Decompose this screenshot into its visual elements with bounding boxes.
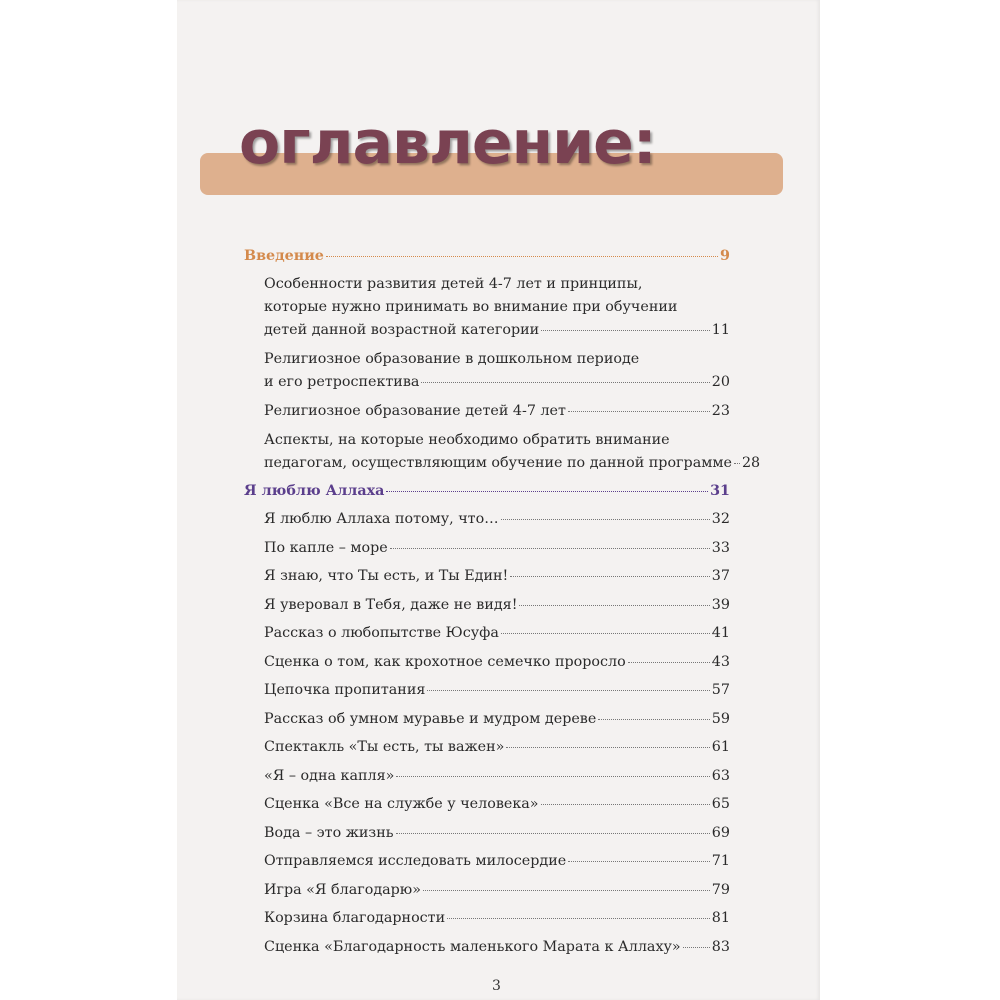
toc-entry[interactable] — [244, 622, 730, 645]
toc-page-number: 65 — [711, 796, 730, 812]
dot-leader — [501, 519, 710, 520]
toc-entry-label: Сценка о том, как крохотное семечко проросло — [264, 653, 626, 670]
toc-page-number: 71 — [711, 853, 730, 869]
toc-entry[interactable] — [244, 679, 730, 702]
dot-leader — [326, 256, 718, 257]
book-page — [177, 0, 820, 1000]
toc-page-number: 59 — [711, 710, 730, 727]
dot-leader — [734, 463, 740, 464]
toc-entry[interactable] — [244, 273, 730, 342]
toc-page-number: 39 — [711, 596, 730, 613]
toc-section-introduction[interactable] — [244, 248, 730, 264]
dot-leader — [423, 890, 710, 891]
toc-entry-label: Отправляемся исследовать милосердие — [264, 853, 567, 869]
toc-entry[interactable] — [244, 936, 730, 959]
toc-page-number: 33 — [711, 539, 730, 556]
toc-page-number: 79 — [711, 881, 730, 898]
dot-leader — [501, 633, 710, 634]
toc-page-number: 63 — [711, 767, 730, 784]
toc-entry-label: «Я – одна капля» — [264, 767, 395, 784]
toc-entry[interactable] — [244, 708, 730, 731]
toc-page-number: 23 — [711, 403, 730, 419]
toc-entry[interactable] — [244, 565, 730, 588]
toc-entry-label: Я люблю Аллаха потому, что… — [264, 511, 499, 527]
toc-entry-line: которые нужно принимать во внимание при обучении — [264, 299, 678, 315]
toc-page-number: 9 — [720, 248, 730, 264]
dot-leader — [568, 861, 710, 862]
toc-page-number: 81 — [711, 910, 730, 926]
dot-leader — [510, 576, 710, 577]
toc-entry-label: детей данной возрастной категории — [264, 322, 540, 338]
toc-entry-label: Рассказ об умном муравье и мудром дереве — [264, 710, 597, 727]
dot-leader — [506, 747, 709, 748]
toc-page-number: 43 — [711, 653, 730, 670]
dot-leader — [421, 382, 709, 383]
toc-entry[interactable] — [244, 429, 761, 475]
toc-section-label: Введение — [244, 248, 324, 264]
toc-page-number: 83 — [711, 938, 730, 955]
toc-page-number: 20 — [711, 374, 730, 390]
toc-entry[interactable] — [244, 907, 730, 930]
toc-entry-label: Я знаю, что Ты есть, и Ты Един! — [264, 568, 509, 584]
toc-entry-label: Сценка «Благодарность маленького Марата к Аллаху» — [264, 938, 681, 955]
page-title: оглавление: — [239, 108, 656, 178]
toc-page-number: 61 — [711, 739, 730, 755]
toc-entry[interactable] — [244, 793, 730, 816]
dot-leader — [683, 947, 710, 948]
toc-entry[interactable] — [244, 850, 730, 873]
dot-leader — [390, 548, 710, 549]
toc-entry-line: Религиозное образование в дошкольном периоде — [264, 351, 640, 367]
toc-section-i-love-allah[interactable] — [244, 483, 730, 499]
toc-page-number: 31 — [710, 483, 730, 499]
toc-page-number: 57 — [711, 682, 730, 698]
toc-entry-label: и его ретроспектива — [264, 374, 420, 390]
dot-leader — [396, 833, 710, 834]
toc-entry-label: Цепочка пропитания — [264, 682, 426, 698]
toc-entry[interactable] — [244, 736, 730, 759]
toc-entry-label: Религиозное образование детей 4-7 лет — [264, 403, 566, 419]
dot-leader — [427, 690, 709, 691]
toc-entry[interactable] — [244, 822, 730, 845]
dot-leader — [396, 776, 709, 777]
toc-page-number: 28 — [741, 455, 761, 471]
toc-page-number: 41 — [711, 625, 730, 641]
toc-entry-label: Сценка «Все на службе у человека» — [264, 796, 539, 812]
dot-leader — [447, 918, 710, 919]
toc-entry-label: педагогам, осуществляющим обучение по данной программе — [264, 455, 732, 471]
toc-entry-label: Вода – это жизнь — [264, 824, 394, 841]
toc-entry[interactable] — [244, 879, 730, 902]
dot-leader — [598, 719, 709, 720]
toc-page-number: 69 — [711, 824, 730, 841]
toc-entry-line: Аспекты, на которые необходимо обратить внимание — [264, 432, 670, 448]
toc-entry-line: Особенности развития детей 4-7 лет и принципы, — [264, 276, 643, 292]
toc-entry-label: По капле – море — [264, 539, 388, 556]
toc-entry[interactable] — [244, 651, 730, 674]
toc-entry[interactable] — [244, 400, 730, 423]
toc-entry-label: Спектакль «Ты есть, ты важен» — [264, 739, 505, 755]
toc-entry[interactable] — [244, 594, 730, 617]
dot-leader — [386, 491, 708, 492]
toc-page-number: 32 — [711, 511, 730, 527]
toc-section-entries — [244, 508, 730, 959]
toc-entry-label: Рассказ о любопытстве Юсуфа — [264, 625, 499, 641]
toc-section-label: Я люблю Аллаха — [244, 483, 385, 499]
dot-leader — [541, 330, 710, 331]
toc-entry-label: Игра «Я благодарю» — [264, 881, 422, 898]
page-number: 3 — [492, 978, 501, 994]
toc-page-number: 37 — [711, 568, 730, 584]
toc-entry[interactable] — [244, 537, 730, 560]
dot-leader — [541, 804, 710, 805]
toc-page-number: 11 — [711, 322, 730, 338]
toc-entry[interactable] — [244, 765, 730, 788]
toc-entry-label: Я уверовал в Тебя, даже не видя! — [264, 596, 518, 613]
toc-entry-label: Корзина благодарности — [264, 910, 446, 926]
dot-leader — [568, 411, 710, 412]
table-of-contents — [244, 248, 761, 964]
toc-entry[interactable] — [244, 508, 730, 531]
dot-leader — [628, 662, 710, 663]
toc-entry[interactable] — [244, 348, 730, 394]
dot-leader — [519, 605, 709, 606]
